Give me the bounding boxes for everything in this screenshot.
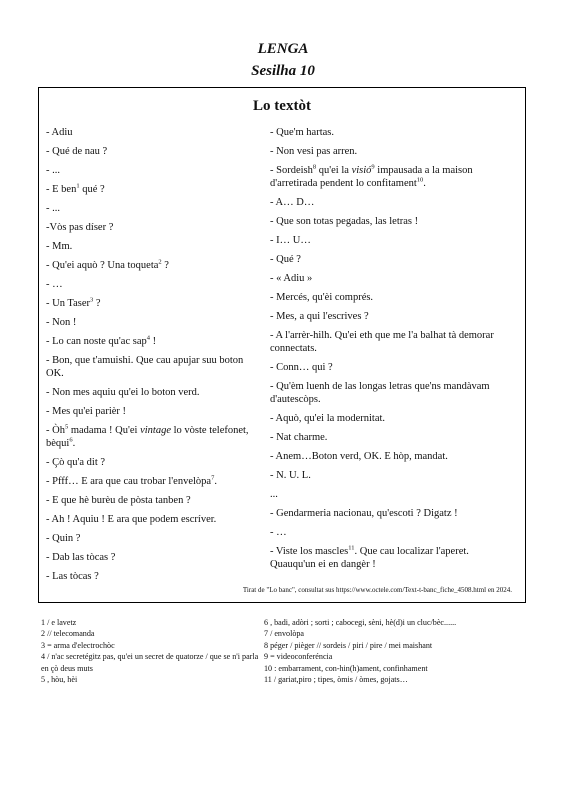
dialogue-text: - Anem…Boton verd, OK. E hòp, mandat. <box>270 451 448 462</box>
dialogue-text: ? <box>161 260 169 271</box>
dialogue-line <box>46 551 261 564</box>
footnote: 4 / n'ac secretégitz pas, qu'ei un secret de quatorze / que se n'i parla en çò deus muts <box>41 652 259 673</box>
dialogue-line <box>270 488 515 501</box>
dialogue-text: - A l'arrèr-hilh. Qu'ei eth que me l'a balhat tà demorar connectats. <box>270 330 494 354</box>
dialogue-line <box>270 507 515 520</box>
dialogue-line <box>46 183 261 196</box>
dialogue-text: qué ? <box>79 184 105 195</box>
footnote: 11 / gariat,piro ; tipes, òmis / òmes, gojats… <box>264 675 408 685</box>
footnote-ref: 4 <box>146 334 150 342</box>
dialogue-text: - ... <box>46 203 60 214</box>
dialogue-line <box>46 513 261 526</box>
dialogue-line <box>270 329 515 355</box>
dialogue-line <box>270 450 515 463</box>
dialogue-line <box>46 424 261 450</box>
dialogue-text: - Quin ? <box>46 533 81 544</box>
dialogue-text: - Non mes aquiu qu'ei lo boton verd. <box>46 387 200 398</box>
dialogue-line <box>270 310 515 323</box>
dialogue-text: - N. U. L. <box>270 470 311 481</box>
footnote: 8 péger / pièger // sordeis / piri / pire / mei maishant <box>264 640 433 650</box>
document-title: LENGA <box>257 41 309 57</box>
footnote-ref: 8 <box>312 163 317 171</box>
text-box <box>38 87 526 603</box>
dialogue-text: - « Adiu » <box>270 273 313 284</box>
dialogue-text: - A… D… <box>270 197 315 208</box>
dialogue-text: - Mercés, qu'èi comprés. <box>270 292 374 303</box>
dialogue-line <box>270 234 515 247</box>
dialogue-text: - Mes, a qui l'escrives ? <box>270 311 369 322</box>
footnote-ref: 5 <box>64 423 69 431</box>
dialogue-line <box>270 215 515 228</box>
dialogue-line <box>46 221 261 234</box>
dialogue-text: - Bon, que t'amuishi. Que cau apujar suu boton OK. <box>46 355 244 379</box>
dialogue-text: - Conn… qui ? <box>270 362 333 373</box>
dialogue-line <box>270 196 515 209</box>
dialogue-line <box>46 164 261 177</box>
footnote-ref: 1 <box>76 182 80 190</box>
dialogue-text: - Un Taser <box>46 298 90 309</box>
dialogue-text: - Mes qu'ei parièr ! <box>46 406 127 417</box>
dialogue-line <box>270 361 515 374</box>
dialogue-line <box>46 316 261 329</box>
dialogue-line <box>46 532 261 545</box>
dialogue-text: - Las tòcas ? <box>46 571 99 582</box>
dialogue-text: - Qué ? <box>270 254 301 265</box>
dialogue-line <box>270 291 515 304</box>
footnote: 3 = arma d'electrochòc <box>41 640 115 650</box>
dialogue-line <box>46 475 261 488</box>
dialogue-text: - Lo can noste qu'ac sap <box>46 336 147 347</box>
dialogue-line <box>270 526 515 539</box>
dialogue-text: qu'ei la <box>316 165 352 176</box>
dialogue-text: - Aquò, qu'ei la modernitat. <box>270 413 386 424</box>
dialogue-text: - Que'm hartas. <box>270 127 334 138</box>
dialogue-line <box>46 405 261 418</box>
dialogue-line <box>270 380 515 406</box>
footnotes-left <box>41 617 261 685</box>
dialogue-text: - Non vesi pas arren. <box>270 146 358 157</box>
dialogue-line <box>270 469 515 482</box>
dialogue-text: - Gendarmeria nacionau, qu'escoti ? Digatz ! <box>270 508 458 519</box>
dialogue-line <box>270 145 515 158</box>
dialogue-text: ? <box>93 298 101 309</box>
dialogue-text: lo vòste telefonet, bèqui <box>46 425 249 449</box>
dialogue-line <box>270 164 515 190</box>
dialogue-left-column <box>46 126 261 589</box>
dialogue-text: . <box>423 178 426 189</box>
dialogue-line <box>46 570 261 583</box>
footnote: 10 : embarrament, con-hin(h)ament, confinhament <box>264 663 428 673</box>
dialogue-text: - Ah ! Aquiu ! E ara que podem escríver. <box>46 514 217 525</box>
dialogue-line <box>46 259 261 272</box>
dialogue-right-column <box>270 126 515 577</box>
footnote-ref: 3 <box>89 296 94 304</box>
dialogue-text: - Adiu <box>46 127 73 138</box>
dialogue-line <box>46 126 261 139</box>
dialogue-text: vintage <box>140 425 171 436</box>
footnote-ref: 6 <box>69 436 73 444</box>
dialogue-text: . <box>72 438 76 449</box>
footnote: 2 // telecomanda <box>41 629 95 639</box>
dialogue-line <box>46 297 261 310</box>
dialogue-text: . Que cau localizar l'aperet. Quauqu'un ei en dangèr ! <box>270 546 469 570</box>
footnote-ref: 11 <box>348 544 355 552</box>
dialogue-text: - Viste los mascles <box>270 546 349 557</box>
dialogue-text: - Pfff… E ara que cau trobar l'envelòpa <box>46 476 212 487</box>
dialogue-line <box>270 253 515 266</box>
session-subtitle: Sesilha 10 <box>251 63 315 79</box>
footnote: 9 = videoconferéncia <box>264 652 333 662</box>
dialogue-text: - Non ! <box>46 317 77 328</box>
dialogue-text: -Vòs pas díser ? <box>46 222 114 233</box>
dialogue-text: - Dab las tòcas ? <box>46 552 116 563</box>
dialogue-text: - … <box>270 527 287 538</box>
dialogue-text: - … <box>46 279 63 290</box>
dialogue-line <box>46 456 261 469</box>
dialogue-text: - E que hè burèu de pòsta tanben ? <box>46 495 191 506</box>
dialogue-line <box>46 335 261 348</box>
text-box-title: Lo textòt <box>253 98 311 114</box>
dialogue-line <box>46 240 261 253</box>
dialogue-line <box>46 202 261 215</box>
dialogue-text: madama ! Qu'ei <box>68 425 141 436</box>
dialogue-text: - I… U… <box>270 235 311 246</box>
footnote: 1 / e lavetz <box>41 618 77 627</box>
footnote-ref: 10 <box>416 176 424 184</box>
footnote-ref: 7 <box>211 474 215 482</box>
dialogue-text: - E ben <box>46 184 77 195</box>
dialogue-text: - Mm. <box>46 241 73 252</box>
dialogue-text: - ... <box>46 165 60 176</box>
dialogue-text: - Sordeish <box>270 165 313 176</box>
dialogue-line <box>270 272 515 285</box>
footnote-ref: 2 <box>158 258 162 266</box>
dialogue-text: - Qu'èm luenh de las longas letras que'ns mandàvam d'autescòps. <box>270 381 490 405</box>
dialogue-text: ... <box>270 489 278 500</box>
dialogue-text: - Òh <box>46 425 65 436</box>
dialogue-line <box>270 126 515 139</box>
dialogue-text: . <box>214 476 217 487</box>
footnotes-right <box>264 617 524 685</box>
footnote: 5 , hòu, hèi <box>41 675 78 685</box>
dialogue-text: ! <box>149 336 157 347</box>
dialogue-text: visió <box>351 165 372 176</box>
dialogue-line <box>46 354 261 380</box>
dialogue-line <box>46 494 261 507</box>
dialogue-line <box>270 545 515 571</box>
dialogue-line <box>270 431 515 444</box>
dialogue-text: - Que son totas pegadas, las letras ! <box>270 216 419 227</box>
dialogue-line <box>270 412 515 425</box>
footnote-ref: 9 <box>371 163 375 171</box>
dialogue-text: - Qué de nau ? <box>46 146 108 157</box>
dialogue-text: impausada a la maison d'arretirada pendent lo confitament <box>270 165 473 189</box>
dialogue-text: - Çò qu'a dit ? <box>46 457 106 468</box>
dialogue-line <box>46 386 261 399</box>
dialogue-text: - Nat charme. <box>270 432 328 443</box>
footnote: 7 / envolòpa <box>264 629 305 639</box>
dialogue-line <box>46 278 261 291</box>
footnote: 6 , badi, adòri ; sorti ; cabocegi, sèni, hè(d)i un cluc/bèc...... <box>264 618 457 627</box>
dialogue-line <box>46 145 261 158</box>
source-citation: Tirat de "Lo banc", consultat sus https://www.octele.com/Text-t-banc_fiche_4508.html en 2024. <box>242 586 512 594</box>
dialogue-text: - Qu'ei aquò ? Una toqueta <box>46 260 159 271</box>
